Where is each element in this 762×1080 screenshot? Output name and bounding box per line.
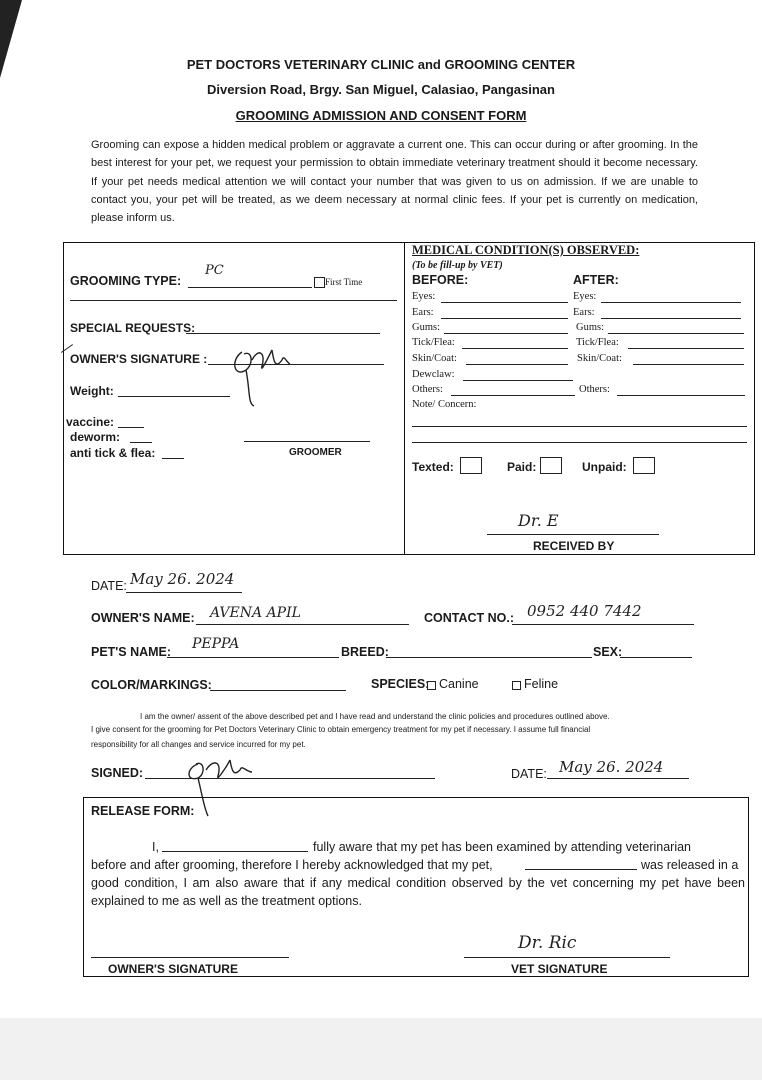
weight-label: Weight: xyxy=(70,384,114,398)
date-line[interactable] xyxy=(126,592,242,593)
release-text-c: was released in a xyxy=(641,858,739,872)
before-dewclaw-line[interactable] xyxy=(463,380,573,381)
clinic-name: PET DOCTORS VETERINARY CLINIC and GROOMING CENTER xyxy=(186,57,576,72)
special-requests-label: SPECIAL REQUESTS: xyxy=(70,321,196,335)
received-by-line[interactable] xyxy=(487,534,659,535)
sex-label: SEX: xyxy=(593,645,623,659)
before-skin-label: Skin/Coat: xyxy=(412,353,457,364)
groomer-line[interactable] xyxy=(244,441,370,442)
clinic-address: Diversion Road, Brgy. San Miguel, Calasiao, Pangasinan xyxy=(207,82,555,97)
date-label: DATE: xyxy=(91,579,127,593)
before-eyes-line[interactable] xyxy=(441,302,568,303)
before-others-line[interactable] xyxy=(451,395,575,396)
deworm-label: deworm: xyxy=(70,430,121,444)
pet-name-value[interactable]: PEPPA xyxy=(192,636,240,652)
after-label: AFTER: xyxy=(573,273,619,287)
before-dewclaw-label: Dewclaw: xyxy=(412,369,455,380)
feline-label: Feline xyxy=(524,677,559,691)
before-skin-line[interactable] xyxy=(466,364,568,365)
received-by-label: RECEIVED BY xyxy=(533,539,615,553)
medical-title: MEDICAL CONDITION(S) OBSERVED: xyxy=(412,243,640,257)
canine-checkbox[interactable] xyxy=(427,681,436,690)
canine-label: Canine xyxy=(439,677,479,691)
received-by-signature: Dr. E xyxy=(518,511,559,530)
owner-name-label: OWNER'S NAME: xyxy=(91,611,195,625)
pet-name-label: PET'S NAME: xyxy=(91,645,172,659)
panel-divider xyxy=(404,242,405,555)
contact-value[interactable]: 0952 440 7442 xyxy=(527,602,642,620)
pet-name-line[interactable] xyxy=(167,657,339,658)
grooming-type-value[interactable]: PC xyxy=(205,263,224,278)
consent-date-label: DATE: xyxy=(511,767,547,781)
owner-name-line[interactable] xyxy=(196,624,409,625)
after-skin-line[interactable] xyxy=(633,364,744,365)
owner-signature-label: OWNER'S SIGNATURE : xyxy=(70,352,208,366)
release-owner-signature-label: OWNER'S SIGNATURE xyxy=(108,962,238,976)
release-i: I, xyxy=(152,840,159,854)
after-others-label: Others: xyxy=(579,384,610,395)
release-pet-name-line[interactable] xyxy=(525,869,637,870)
medical-subtitle: (To be fill-up by VET) xyxy=(412,260,503,271)
after-gums-label: Gums: xyxy=(576,322,605,333)
after-tick-line[interactable] xyxy=(628,348,744,349)
before-tick-line[interactable] xyxy=(462,348,568,349)
note-concern-label: Note/ Concern: xyxy=(412,399,477,410)
before-ears-line[interactable] xyxy=(441,318,568,319)
consent-line-1: I am the owner/ assent of the above described pet and I have read and understand the clinic policies and procedures outlined above. xyxy=(140,712,610,721)
admission-box xyxy=(63,242,755,555)
color-markings-line[interactable] xyxy=(210,690,346,691)
vet-signature-line[interactable] xyxy=(464,957,670,958)
texted-checkbox[interactable] xyxy=(460,457,482,474)
form-title: GROOMING ADMISSION AND CONSENT FORM xyxy=(235,108,527,123)
deworm-line[interactable] xyxy=(130,442,152,443)
signed-label: SIGNED: xyxy=(91,766,144,780)
owner-name-value[interactable]: AVENA APIL xyxy=(210,605,301,621)
grooming-type-line xyxy=(188,287,312,288)
note-line-1[interactable] xyxy=(412,426,747,427)
after-eyes-label: Eyes: xyxy=(573,291,597,302)
before-gums-label: Gums: xyxy=(412,322,441,333)
after-skin-label: Skin/Coat: xyxy=(577,353,622,364)
grooming-type-line-2 xyxy=(70,300,397,301)
anti-tick-line[interactable] xyxy=(162,458,184,459)
first-time-checkbox[interactable] xyxy=(314,277,325,288)
before-label: BEFORE: xyxy=(412,273,469,287)
release-owner-name-line[interactable] xyxy=(162,851,308,852)
feline-checkbox[interactable] xyxy=(512,681,521,690)
unpaid-label: Unpaid: xyxy=(582,460,627,474)
before-ears-label: Ears: xyxy=(412,307,434,318)
before-gums-line[interactable] xyxy=(444,333,568,334)
release-text-b: before and after grooming, therefore I hereby acknowledged that my pet, xyxy=(91,858,493,872)
groomer-label: GROOMER xyxy=(289,447,342,458)
breed-label: BREED: xyxy=(341,645,389,659)
after-others-line[interactable] xyxy=(617,395,745,396)
consent-date-value[interactable]: May 26. 2024 xyxy=(559,758,664,776)
breed-line[interactable] xyxy=(386,657,592,658)
release-title: RELEASE FORM: xyxy=(91,804,195,818)
before-others-label: Others: xyxy=(412,384,443,395)
after-eyes-line[interactable] xyxy=(601,302,741,303)
unpaid-checkbox[interactable] xyxy=(633,457,655,474)
after-ears-line[interactable] xyxy=(601,318,741,319)
vaccine-label: vaccine: xyxy=(66,415,115,429)
anti-tick-label: anti tick & flea: xyxy=(70,446,156,460)
after-gums-line[interactable] xyxy=(608,333,744,334)
vet-signature-label: VET SIGNATURE xyxy=(511,962,608,976)
after-ears-label: Ears: xyxy=(573,307,595,318)
contact-label: CONTACT NO.: xyxy=(424,611,515,625)
consent-line-3: responsibility for all changes and service incurred for my pet. xyxy=(91,740,306,749)
intro-paragraph: Grooming can expose a hidden medical problem or aggravate a current one. This can occur during or after grooming. In the best interest for your pet, we request your permission to obtain immediate veterinary treatment should it become necessary. If your pet needs medical attention we will contact your number that was given to us on admission. If we are unable to contact you, your pet will be treated, as we deem necessary at normal clinic fees. If your pet is currently on medication, please inform us. xyxy=(91,139,698,225)
release-text-d: good condition, I am also aware that if any medical condition observed by the vet concerning my pet have been explained to me as well as the treatment options. xyxy=(91,876,745,908)
first-time-label: First Time xyxy=(325,277,363,287)
species-label: SPECIES: xyxy=(371,677,430,691)
owner-signature-scribble xyxy=(228,330,298,410)
after-tick-label: Tick/Flea: xyxy=(576,337,619,348)
vet-signature-value: Dr. Ric xyxy=(518,933,577,953)
consent-date-line[interactable] xyxy=(547,778,689,779)
color-markings-label: COLOR/MARKINGS: xyxy=(91,678,212,692)
vaccine-line[interactable] xyxy=(118,427,144,428)
release-text-a: fully aware that my pet has been examined by attending veterinarian xyxy=(313,840,692,854)
scan-bottom-band xyxy=(0,1018,762,1080)
weight-line[interactable] xyxy=(118,396,230,397)
contact-line[interactable] xyxy=(512,624,694,625)
release-owner-signature-line[interactable] xyxy=(91,957,289,958)
note-line-2[interactable] xyxy=(412,442,747,443)
before-tick-label: Tick/Flea: xyxy=(412,337,455,348)
sex-line[interactable] xyxy=(620,657,692,658)
texted-label: Texted: xyxy=(412,460,454,474)
paid-label: Paid: xyxy=(507,460,537,474)
grooming-type-label: GROOMING TYPE: xyxy=(70,274,182,288)
date-value[interactable]: May 26. 2024 xyxy=(130,570,235,588)
paid-checkbox[interactable] xyxy=(540,457,562,474)
before-eyes-label: Eyes: xyxy=(412,291,436,302)
consent-line-2: I give consent for the grooming for Pet Doctors Veterinary Clinic to obtain emergency treatment for my pet if necessary. I assume full financial xyxy=(91,725,591,734)
